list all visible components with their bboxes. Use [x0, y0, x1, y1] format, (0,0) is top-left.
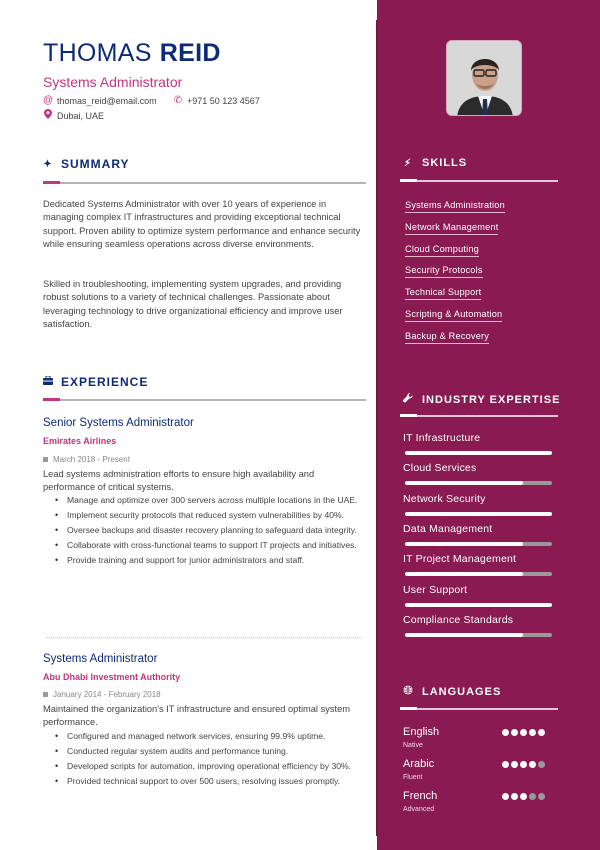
rating-dot-filled [511, 793, 518, 800]
wrench-icon [403, 393, 413, 406]
rating-dot-empty [538, 793, 545, 800]
experience-divider [43, 399, 366, 401]
language-level: Advanced [403, 806, 435, 813]
calendar-icon [43, 692, 48, 697]
globe-icon [403, 685, 413, 698]
expertise-label: Data Management [403, 522, 493, 535]
expertise-label: Compliance Standards [403, 613, 514, 626]
job-2-dates: January 2014 - February 2018 [43, 690, 161, 699]
list-item: • Configured and managed network services, ensuring 99.9% uptime. [55, 731, 365, 742]
skill-item: Cloud Computing [405, 244, 479, 257]
rating-dot-empty [538, 761, 545, 768]
expertise-label: Network Security [403, 492, 486, 505]
expertise-progress-fill [405, 512, 552, 516]
list-item: • Implement security protocols that reduced system vulnerabilities by 40%. [55, 510, 365, 521]
last-name: REID [159, 39, 221, 67]
languages-divider [400, 708, 558, 710]
expertise-divider [400, 415, 558, 417]
contact-phone[interactable] [173, 95, 260, 106]
skill-item: Security Protocols [405, 265, 483, 278]
language-rating [502, 729, 545, 736]
job-2-description: Maintained the organization's IT infrastructure and ensured optimal system performance. [43, 704, 351, 727]
summary-divider [43, 182, 366, 184]
experience-heading-text: EXPERIENCE [61, 375, 149, 389]
summary-paragraph-2: Skilled in troubleshooting, implementing system upgrades, and providing robust solutions to a variety of technical challenges. Passionate about leveraging technology to drive organizational efficiency and improve user satisfaction. [43, 279, 343, 330]
list-item: • Conducted regular system audits and performance tuning. [55, 746, 365, 757]
job-2-company: Abu Dhabi Investment Authority [43, 672, 181, 682]
summary-heading-text: SUMMARY [61, 157, 130, 171]
rating-dot-filled [538, 729, 545, 736]
sparkle-icon: ✦ [43, 158, 53, 170]
skill-item: Backup & Recovery [405, 331, 489, 344]
job-2-title: Systems Administrator [43, 653, 158, 665]
location-text: Dubai, UAE [57, 110, 105, 121]
rating-dot-filled [502, 729, 509, 736]
skill-item: Technical Support [405, 287, 481, 300]
profile-photo [446, 40, 522, 116]
skill-item: Scripting & Automation [405, 309, 502, 322]
language-name: French [403, 790, 438, 802]
summary-heading [43, 157, 130, 171]
summary-paragraph-1: Dedicated Systems Administrator with over 10 years of experience in managing complex IT infrastructures and providing exceptional technical support. Proven ability to optimize system performance and enhance security while ensuring seamless operations across diverse environments. [43, 199, 361, 250]
job-separator [46, 637, 362, 638]
expertise-label: User Support [403, 583, 468, 596]
job-1-dates: March 2018 - Present [43, 455, 130, 464]
list-item: • Collaborate with cross-functional teams to support IT projects and initiatives. [55, 540, 365, 551]
email-text[interactable]: thomas_reid@email.com [57, 95, 157, 106]
skill-item: Systems Administration [405, 200, 505, 213]
sidebar-edge [376, 20, 378, 836]
list-item: • Developed scripts for automation, improving operational efficiency by 30%. [55, 761, 365, 772]
skills-divider [400, 180, 558, 182]
job-1-title: Senior Systems Administrator [43, 417, 194, 429]
expertise-progress-bar [405, 512, 552, 516]
rating-dot-filled [520, 793, 527, 800]
expertise-progress-bar [405, 603, 552, 607]
bolt-icon: ⚡︎ [403, 157, 413, 169]
expertise-progress-bar [405, 451, 552, 455]
map-pin-icon [43, 109, 53, 122]
rating-dot-filled [502, 761, 509, 768]
language-level: Fluent [403, 774, 423, 781]
skills-heading-text: SKILLS [422, 157, 468, 169]
contact-email[interactable] [43, 95, 157, 106]
rating-dot-filled [529, 761, 536, 768]
list-item: • Provide training and support for junior administrators and staff. [55, 555, 365, 566]
rating-dot-filled [520, 729, 527, 736]
language-name: English [403, 726, 440, 738]
sidebar-background [377, 0, 600, 850]
expertise-progress-fill [405, 572, 523, 576]
language-name: Arabic [403, 758, 435, 770]
expertise-heading [403, 393, 560, 406]
skills-heading [403, 157, 467, 169]
first-name: THOMAS [43, 39, 152, 67]
rating-dot-empty [529, 793, 536, 800]
rating-dot-filled [502, 793, 509, 800]
language-level: Native [403, 742, 423, 749]
job-1-company: Emirates Airlines [43, 436, 117, 446]
phone-icon: ✆ [173, 95, 183, 106]
expertise-progress-fill [405, 481, 523, 485]
rating-dot-filled [529, 729, 536, 736]
list-item: • Provided technical support to over 500 users, resolving issues promptly. [55, 776, 365, 787]
job-2-bullets [55, 731, 365, 791]
rating-dot-filled [511, 761, 518, 768]
expertise-heading-text: INDUSTRY EXPERTISE [422, 393, 561, 406]
rating-dot-filled [511, 729, 518, 736]
candidate-name [43, 39, 221, 68]
expertise-progress-fill [405, 451, 552, 455]
skill-item: Network Management [405, 222, 498, 235]
calendar-icon [43, 457, 48, 462]
at-icon: @ [43, 95, 54, 106]
expertise-label: Cloud Services [403, 462, 477, 475]
contact-location [43, 109, 104, 122]
languages-heading-text: LANGUAGES [422, 685, 502, 698]
job-1-bullets [55, 495, 365, 570]
expertise-progress-bar [405, 542, 552, 546]
job-1-description: Lead systems administration efforts to ensure high availability and performance of critical systems. [43, 469, 315, 492]
expertise-progress-bar [405, 572, 552, 576]
expertise-progress-fill [405, 603, 552, 607]
job-title-headline: Systems Administrator [43, 74, 183, 90]
expertise-progress-fill [405, 542, 523, 546]
expertise-progress-bar [405, 633, 552, 637]
languages-heading [403, 685, 501, 698]
list-item: • Oversee backups and disaster recovery planning to safeguard data integrity. [55, 525, 365, 536]
phone-text[interactable]: +971 50 123 4567 [187, 95, 260, 106]
expertise-progress-bar [405, 481, 552, 485]
expertise-label: IT Project Management [403, 553, 517, 566]
rating-dot-filled [520, 761, 527, 768]
expertise-label: IT Infrastructure [403, 432, 481, 444]
list-item: • Manage and optimize over 300 servers across multiple locations in the UAE. [55, 495, 365, 506]
experience-heading [43, 375, 148, 389]
briefcase-icon [43, 376, 53, 388]
language-rating [502, 761, 545, 768]
expertise-progress-fill [405, 633, 523, 637]
language-rating [502, 793, 545, 800]
